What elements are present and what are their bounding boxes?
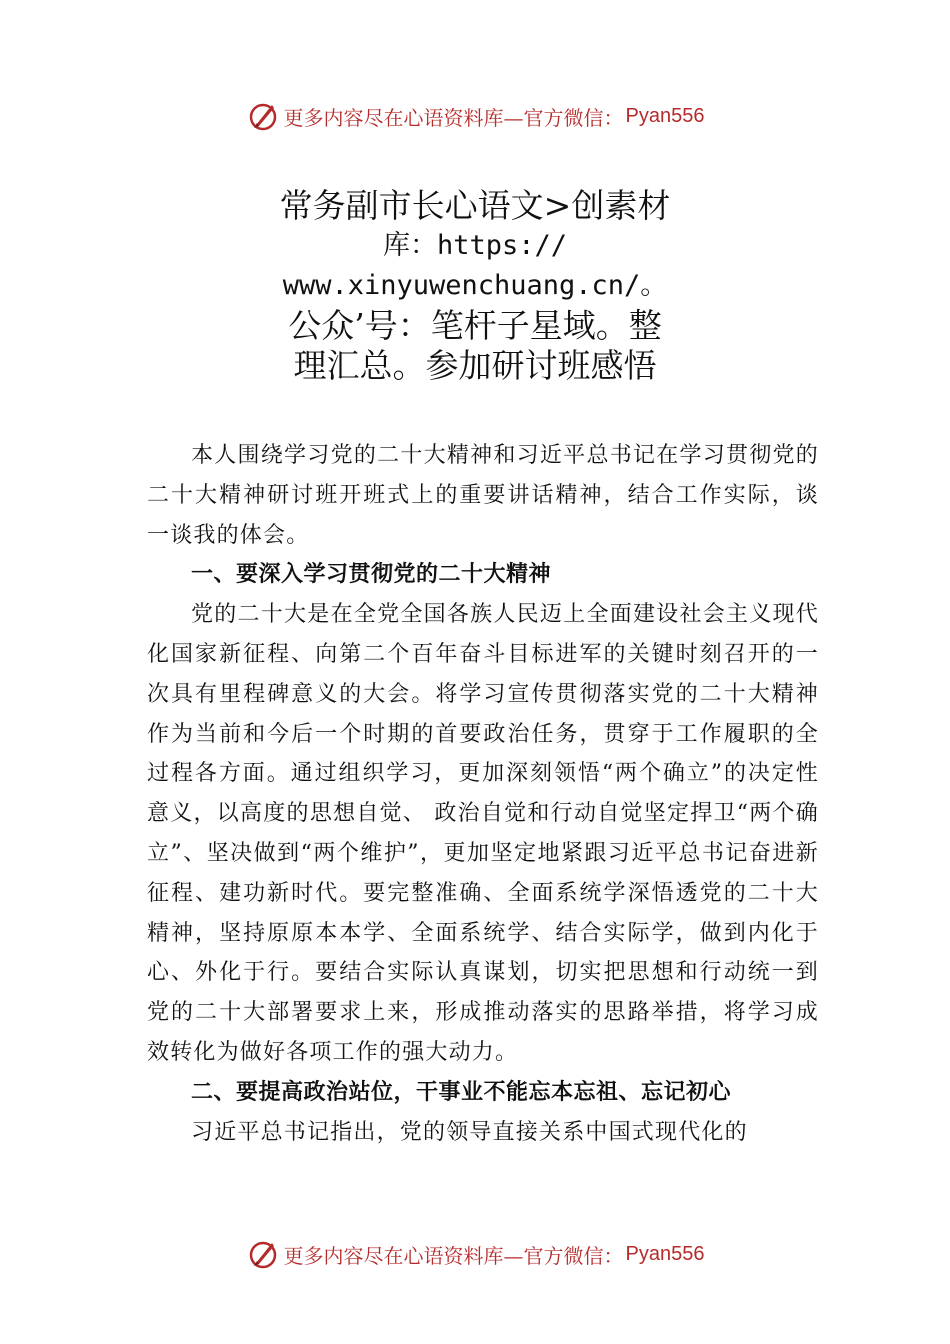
title-line-2: 库：https://: [382, 230, 568, 261]
title-line-3: www.xinyuwenchuang.cn/。: [282, 270, 668, 301]
banner-text: 更多内容尽在心语资料库—官方微信：: [283, 105, 624, 130]
section-2-paragraph: 习近平总书记指出，党的领导直接关系中国式现代化的: [191, 1119, 748, 1145]
quill-pen-logo-icon: [246, 99, 280, 133]
banner-text: 更多内容尽在心语资料库—官方微信：: [283, 1243, 624, 1268]
title-line-4: 公众’号：笔杆子星域。整: [288, 306, 662, 345]
intro-paragraph: 本人围绕学习党的二十大精神和习近平总书记在学习贯彻党的二十大精神研讨班开班式上的重要讲话精神，结合工作实际，谈一谈我的体会。: [147, 443, 819, 548]
document-body: [147, 436, 819, 1152]
section-heading-1: 一、要深入学习贯彻党的二十大精神: [191, 562, 552, 588]
footer-banner: [0, 1234, 950, 1274]
header-banner: [0, 96, 950, 136]
quill-pen-logo-icon: [246, 1237, 280, 1271]
section-1-paragraph: 党的二十大是在全党全国各族人民迈上全面建设社会主义现代化国家新征程、向第二个百年奋斗目标进军的关键时刻召开的一次具有里程碑意义的大会。将学习宣传贯彻落实党的二十大精神作为当前和今后一个时期的首要政治任务，贯穿于工作履职的全过程各方面。通过组织学习，更加深刻领悟“两个确立”的决定性意义，以高度的思想自觉、 政治自觉和行动自觉坚定捍卫“两个确立”、坚决做到“两个维护”，更加坚定地紧跟习近平总书记奋进新征程、建功新时代。要完整准确、全面系统学深悟透党的二十大精神，坚持原原本本学、全面系统学、结合实际学，做到内化于心、外化于行。要结合实际认真谋划，切实把思想和行动统一到党的二十大部署要求上来，形成推动落实的思路举措，将学习成效转化为做好各项工作的强大动力。: [147, 602, 819, 1065]
section-heading-2: 二、要提高政治站位，干事业不能忘本忘祖、忘记初心: [191, 1079, 732, 1105]
document-title: [175, 186, 775, 386]
banner-wechat-id: Pyan556: [625, 1242, 705, 1265]
title-line-5: 理汇总。参加研讨班感悟: [293, 346, 657, 385]
title-line-1: 常务副市长心语文>创素材: [279, 186, 671, 225]
banner-wechat-id: Pyan556: [625, 104, 705, 127]
